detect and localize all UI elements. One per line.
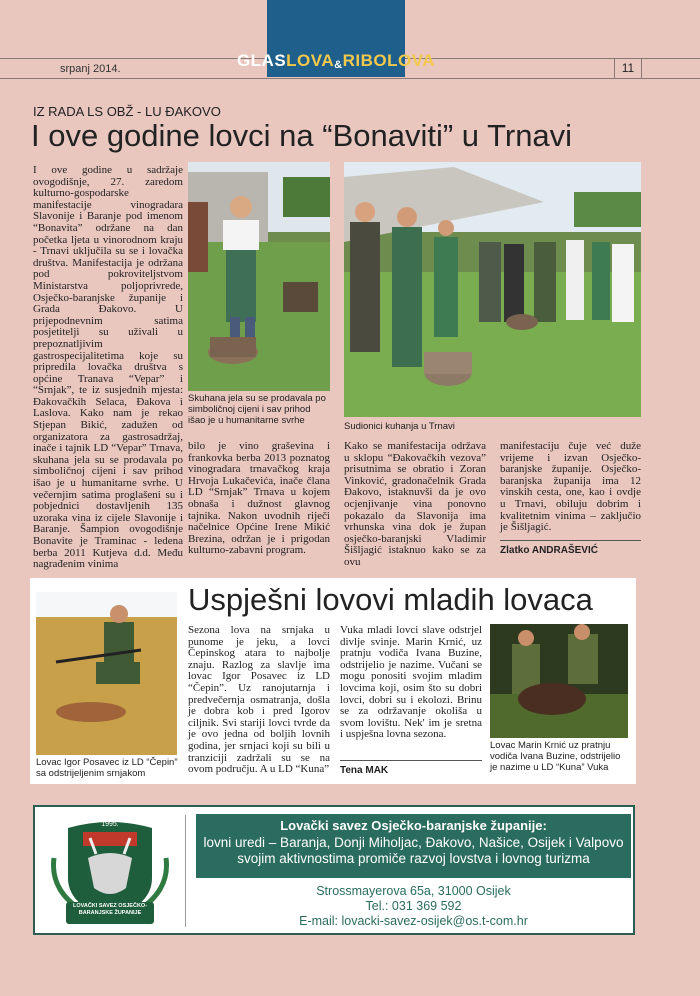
group-photo-art [344, 162, 641, 417]
roe-deer-caption: Lovac Igor Posavec iz LD “Čepin” sa odstrijeljenim srnjakom [36, 757, 178, 779]
cooking-photo [188, 162, 330, 391]
boar-photo [490, 624, 628, 738]
page-number: 11 [614, 58, 642, 78]
article2-author: Tena MAK [340, 765, 389, 776]
article1-col1: I ove godine u sadržaje ovogodišnje, 27. zaredom kulturno-gospodarske manifestacije vinogradara Slavonije i Baranje pod imenom “Bonavita” održane na dan početka ljeta u vinorodnom kraju - Trnavi uključila su se i lovačka društva. Manifestacija je održana pod pokroviteljstvom Ministarstva poljoprivrede, Osječko-baranjske županije i Grada Đakovo. U prijepodnevnim satima posjetitelji su uživali u prepoznatljivim gastrospecijalitetima koje su pripredila lovačka društva s općine Tranava “Vepar” i “Srnjak”, te iz susjednih mjesta: Đakovačkih Selaca, Đakova i Laslova. Kako nam je rekao Stjepan Bikić, zadužen od organizatora za gastrosadržaj, inače i tajnik LD “Vepar” Trnava, skuhana jela su se prodavala po simboličnoj cijeni i sav prihod išao je u humanitarne svrhe. U večernjim satima proglašeni su i pobjednici dostavljenih 135 uzoraka vina iz cijele Slavonije i Baranje. Šampion ovogodišnje Bonavite je Traminac - ledena berba 2011 Kutjeva d.d. Među nagrađenim vinima [33, 164, 183, 571]
article2-col1: Sezona lova na srnjaka u punome je jeku, a lovci Čepinskog atara to najbolje znaju. Razlog za slavlje ima lovac Igor Posavec iz LD “Čepin”. Uz ranojutarnja i predvečernja osmatranja, došla je dobra kob i pred Igorov ciljnik. Svi stariji lovci tvrde da je ovo jedna od boljih lovnih godina, jer srnjaci koji su bili u tranziciji zadržali su se na ovom području. A u LD “Kuna” [188, 624, 330, 776]
boar-photo-art [490, 624, 628, 738]
badge-year: 1995. [101, 821, 119, 828]
article1-author: Zlatko ANDRAŠEVIĆ [500, 545, 598, 556]
ad-address: Strossmayerova 65a, 31000 Osijek [316, 884, 511, 898]
article1-col3: Kako se manifestacija održava u sklopu “Đakovačkih vezova” prisutnima se obratio i Zoran Vinković, gradonačelnik Grada Đakovo, istaknuvši da je ovo ocjenjivanje vina ponovno pokazalo da Slavonija ima vrhunska vina dok je župan osječko-baranjski Vladimir Šišljagić istaknuo kako se za ovu [344, 440, 486, 568]
cooking-photo-art [188, 162, 330, 391]
header-rule-bottom [0, 78, 700, 79]
hunting-association-badge [48, 818, 172, 926]
ad-line2: svojim aktivnostima promiče razvoj lovstva i lovnog turizma [237, 851, 590, 866]
logo-part2: LOVA [286, 51, 335, 70]
ad-divider [185, 815, 186, 927]
group-photo [344, 162, 641, 417]
article2-title: Uspješni lovovi mladih lovaca [188, 582, 593, 617]
article1-col2: bilo je vino graševina i frankovka berba 2013 poznatog vinogradara trnavačkog kraja Hrvoja Lukačevića, inače člana LD “Srnjak” Trnava u kojem obnaša i dužnost glavnog tajnika. Nakon uvodnih riječi načelnice Općine Irene Mikić Brezina, održan je i prigodan kulturno-zabavni program. [188, 440, 330, 557]
ad-line1: lovni uredi – Baranja, Donji Miholjac, Đakovo, Našice, Osijek i Valpovo [203, 835, 624, 850]
group-photo-caption: Sudionici kuhanja u Trnavi [344, 421, 455, 432]
article1-col4: manifestaciju čuje već duže vrijeme i izvan Osječko-baranjske županije. Osječko-baranjska županija ima 12 vinskih cesta, one, kao i ovdje u Trnavi, obiluju dobrim i kvalitetnim vinima – zaključio je Šišljagić. [500, 440, 641, 534]
ad-phone: Tel.: 031 369 592 [365, 899, 462, 913]
magazine-logo [236, 0, 436, 77]
ad-email[interactable]: E-mail: lovacki-savez-osijek@os.t-com.hr [299, 914, 528, 928]
article2-author-rule [340, 760, 482, 761]
boar-caption: Lovac Marin Krnić uz pratnju vodiča Ivana Buzine, odstrijelio je nazime u LD “Kuna” Vuka [490, 740, 621, 773]
article2-col2: Vuka mladi lovci slave odstrjel divlje svinje. Marin Krnić, uz pratnju vodiča Ivana Buzine, odstrijelio je nazime. Vučani se mogu ponositi svojim mladim lovcima koji, osim što su dobri lovci, dobri su i ekolozi. Brinu se za održavanje okoliša u svom lovištu. Nek' im je sretna i uspješna lovna sezona. [340, 624, 482, 741]
ad-banner [196, 814, 631, 878]
logo-amp: & [334, 59, 343, 71]
article1-title: I ove godine lovci na “Bonaviti” u Trnavi [31, 118, 573, 153]
roe-deer-photo [36, 592, 177, 755]
logo-part3: RIBOLOVA [342, 51, 436, 70]
badge-text: LOVAČKI SAVEZ OSJEČKO-BARANJSKE ŽUPANIJE [72, 903, 148, 916]
logo-part1: GLAS [236, 51, 287, 70]
ad-title: Lovački savez Osječko-baranjske županije: [280, 818, 547, 833]
cooking-photo-caption: Skuhana jela su se prodavala po simboličnoj cijeni i sav prihod išao je u humanitarne svrhe [188, 393, 326, 426]
roe-deer-photo-art [36, 592, 177, 755]
issue-date: srpanj 2014. [60, 63, 121, 75]
article1-author-rule [500, 540, 641, 541]
article1-kicker: IZ RADA LS OBŽ - LU ĐAKOVO [33, 104, 221, 119]
